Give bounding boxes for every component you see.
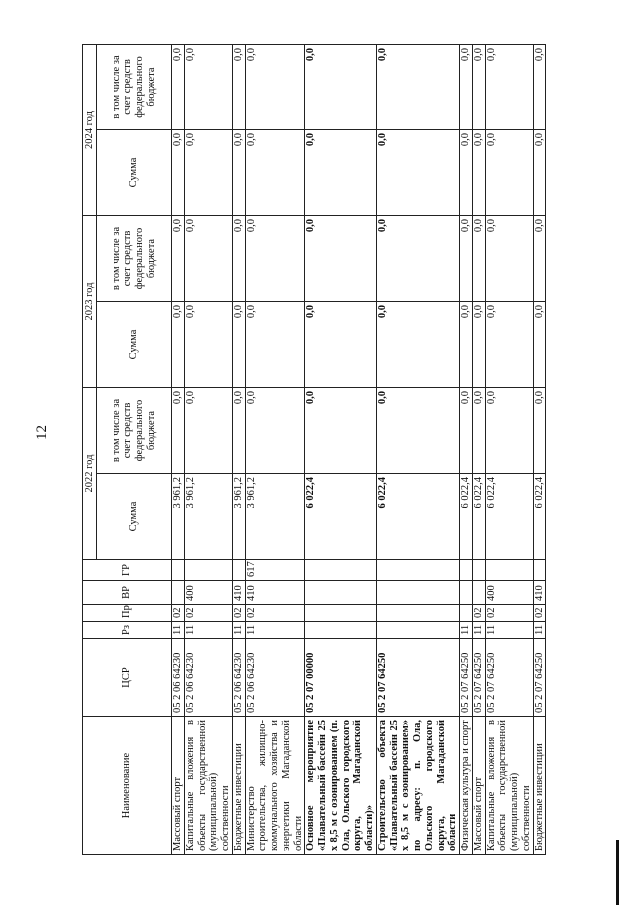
row-federal-2023: 0,0 <box>533 216 546 302</box>
row-pr <box>376 605 459 622</box>
row-csr: 05 2 06 64230 <box>232 639 245 717</box>
row-csr: 05 2 07 64250 <box>533 639 546 717</box>
row-name: Массовый спорт <box>172 717 185 855</box>
row-pr: 02 <box>172 605 185 622</box>
row-federal-2022: 0,0 <box>245 388 305 474</box>
header-sum-2024: Сумма <box>97 130 172 216</box>
row-name: Строительство объекта «Плавательный бассейн 25 х 8,5 м с озонированием» по адресу: п. Ола, Ольского городского округа, Магаданской области <box>376 717 459 855</box>
row-gr <box>472 560 485 581</box>
row-federal-2023: 0,0 <box>245 216 305 302</box>
header-year-2024: 2024 год <box>83 45 97 216</box>
header-csr: ЦСР <box>83 639 172 717</box>
row-sum-2024: 0,0 <box>172 130 185 216</box>
row-federal-2023: 0,0 <box>376 216 459 302</box>
row-vr <box>305 581 377 605</box>
row-name: Бюджетные инвестиции <box>232 717 245 855</box>
row-vr <box>376 581 459 605</box>
row-federal-2024: 0,0 <box>305 45 377 130</box>
table-row <box>460 45 473 855</box>
row-federal-2023: 0,0 <box>172 216 185 302</box>
row-federal-2022: 0,0 <box>232 388 245 474</box>
row-federal-2024: 0,0 <box>485 45 533 130</box>
header-row-years <box>83 45 97 855</box>
row-rz: 11 <box>472 622 485 639</box>
row-vr: 400 <box>184 581 232 605</box>
row-federal-2022: 0,0 <box>460 388 473 474</box>
row-sum-2022: 6 022,4 <box>485 474 533 560</box>
row-csr: 05 2 07 64250 <box>376 639 459 717</box>
budget-table-page <box>82 45 545 855</box>
table-row <box>172 45 185 855</box>
row-vr: 410 <box>245 581 305 605</box>
row-federal-2023: 0,0 <box>184 216 232 302</box>
row-federal-2022: 0,0 <box>533 388 546 474</box>
row-federal-2022: 0,0 <box>184 388 232 474</box>
row-rz: 11 <box>245 622 305 639</box>
row-pr: 02 <box>232 605 245 622</box>
row-sum-2024: 0,0 <box>533 130 546 216</box>
row-sum-2024: 0,0 <box>245 130 305 216</box>
row-federal-2023: 0,0 <box>485 216 533 302</box>
row-vr <box>472 581 485 605</box>
row-gr: 617 <box>245 560 305 581</box>
row-federal-2022: 0,0 <box>305 388 377 474</box>
row-federal-2023: 0,0 <box>460 216 473 302</box>
row-pr: 02 <box>245 605 305 622</box>
row-gr <box>376 560 459 581</box>
row-csr: 05 2 06 64230 <box>172 639 185 717</box>
row-federal-2024: 0,0 <box>376 45 459 130</box>
row-federal-2024: 0,0 <box>184 45 232 130</box>
row-federal-2023: 0,0 <box>472 216 485 302</box>
row-gr <box>172 560 185 581</box>
row-sum-2024: 0,0 <box>305 130 377 216</box>
row-name: Основное мероприятие «Плавательный бассейн 25 х 8,5 м с озонированием (п. Ола, Ольского городского округа, Магаданской области)» <box>305 717 377 855</box>
row-federal-2022: 0,0 <box>376 388 459 474</box>
table-row <box>485 45 533 855</box>
row-federal-2024: 0,0 <box>460 45 473 130</box>
row-name: Министерство строительства, жилищно-коммунального хозяйства и энергетики Магаданской области <box>245 717 305 855</box>
table-row <box>472 45 485 855</box>
row-sum-2023: 0,0 <box>184 302 232 388</box>
row-sum-2023: 0,0 <box>485 302 533 388</box>
row-csr: 05 2 06 64230 <box>184 639 232 717</box>
row-pr <box>460 605 473 622</box>
table-row <box>376 45 459 855</box>
row-csr: 05 2 07 64250 <box>485 639 533 717</box>
row-sum-2023: 0,0 <box>245 302 305 388</box>
row-gr <box>533 560 546 581</box>
row-rz: 11 <box>184 622 232 639</box>
row-federal-2024: 0,0 <box>172 45 185 130</box>
row-gr <box>485 560 533 581</box>
table-row <box>305 45 377 855</box>
row-sum-2022: 3 961,2 <box>172 474 185 560</box>
header-sum-2022: Сумма <box>97 474 172 560</box>
row-sum-2023: 0,0 <box>232 302 245 388</box>
row-sum-2024: 0,0 <box>232 130 245 216</box>
row-csr: 05 2 07 00000 <box>305 639 377 717</box>
row-sum-2023: 0,0 <box>472 302 485 388</box>
row-pr: 02 <box>472 605 485 622</box>
row-sum-2023: 0,0 <box>305 302 377 388</box>
row-sum-2022: 6 022,4 <box>305 474 377 560</box>
row-federal-2023: 0,0 <box>305 216 377 302</box>
page-number: 12 <box>34 425 50 440</box>
row-rz: 11 <box>460 622 473 639</box>
row-rz: 11 <box>232 622 245 639</box>
row-federal-2024: 0,0 <box>472 45 485 130</box>
row-sum-2022: 3 961,2 <box>232 474 245 560</box>
header-federal-2024: в том числе за счет средств федерального бюджета <box>97 45 172 130</box>
row-federal-2023: 0,0 <box>232 216 245 302</box>
row-sum-2023: 0,0 <box>376 302 459 388</box>
row-rz <box>305 622 377 639</box>
row-name: Массовый спорт <box>472 717 485 855</box>
row-federal-2024: 0,0 <box>533 45 546 130</box>
row-csr: 05 2 07 64250 <box>460 639 473 717</box>
row-csr: 05 2 06 64230 <box>245 639 305 717</box>
row-pr: 02 <box>184 605 232 622</box>
row-sum-2023: 0,0 <box>460 302 473 388</box>
header-pr: Пр <box>83 605 172 622</box>
row-sum-2024: 0,0 <box>460 130 473 216</box>
row-pr: 02 <box>533 605 546 622</box>
row-sum-2024: 0,0 <box>376 130 459 216</box>
row-pr: 02 <box>485 605 533 622</box>
budget-table <box>82 44 546 855</box>
row-pr <box>305 605 377 622</box>
header-sum-2023: Сумма <box>97 302 172 388</box>
row-vr: 410 <box>232 581 245 605</box>
row-vr: 400 <box>485 581 533 605</box>
row-name: Физическая культура и спорт <box>460 717 473 855</box>
row-gr <box>305 560 377 581</box>
header-vr: ВР <box>83 581 172 605</box>
row-gr <box>232 560 245 581</box>
row-vr: 410 <box>533 581 546 605</box>
row-rz: 11 <box>485 622 533 639</box>
row-sum-2022: 6 022,4 <box>533 474 546 560</box>
row-federal-2022: 0,0 <box>485 388 533 474</box>
row-sum-2024: 0,0 <box>485 130 533 216</box>
row-federal-2024: 0,0 <box>245 45 305 130</box>
row-sum-2024: 0,0 <box>472 130 485 216</box>
row-sum-2023: 0,0 <box>172 302 185 388</box>
row-name: Бюджетные инвестиции <box>533 717 546 855</box>
row-csr: 05 2 07 64250 <box>472 639 485 717</box>
row-sum-2022: 3 961,2 <box>245 474 305 560</box>
row-gr <box>184 560 232 581</box>
row-vr <box>460 581 473 605</box>
row-rz <box>376 622 459 639</box>
row-sum-2024: 0,0 <box>184 130 232 216</box>
row-gr <box>460 560 473 581</box>
row-vr <box>172 581 185 605</box>
row-rz: 11 <box>533 622 546 639</box>
row-name: Капитальные вложения в объекты государственной (муниципальной) собственности <box>485 717 533 855</box>
header-name: Наименование <box>83 717 172 855</box>
row-sum-2023: 0,0 <box>533 302 546 388</box>
row-federal-2024: 0,0 <box>232 45 245 130</box>
row-sum-2022: 6 022,4 <box>376 474 459 560</box>
header-federal-2022: в том числе за счет средств федерального бюджета <box>97 388 172 474</box>
row-sum-2022: 6 022,4 <box>472 474 485 560</box>
header-rz: Рз <box>83 622 172 639</box>
row-sum-2022: 3 961,2 <box>184 474 232 560</box>
header-federal-2023: в том числе за счет средств федерального бюджета <box>97 216 172 302</box>
table-row <box>232 45 245 855</box>
row-name: Капитальные вложения в объекты государственной (муниципальной) собственности <box>184 717 232 855</box>
row-sum-2022: 6 022,4 <box>460 474 473 560</box>
row-federal-2022: 0,0 <box>472 388 485 474</box>
header-year-2023: 2023 год <box>83 216 97 388</box>
page-edge-line <box>616 840 619 905</box>
row-federal-2022: 0,0 <box>172 388 185 474</box>
table-row <box>184 45 232 855</box>
row-rz: 11 <box>172 622 185 639</box>
table-row <box>245 45 305 855</box>
header-year-2022: 2022 год <box>83 388 97 560</box>
header-gr: ГР <box>83 560 172 581</box>
table-row <box>533 45 546 855</box>
